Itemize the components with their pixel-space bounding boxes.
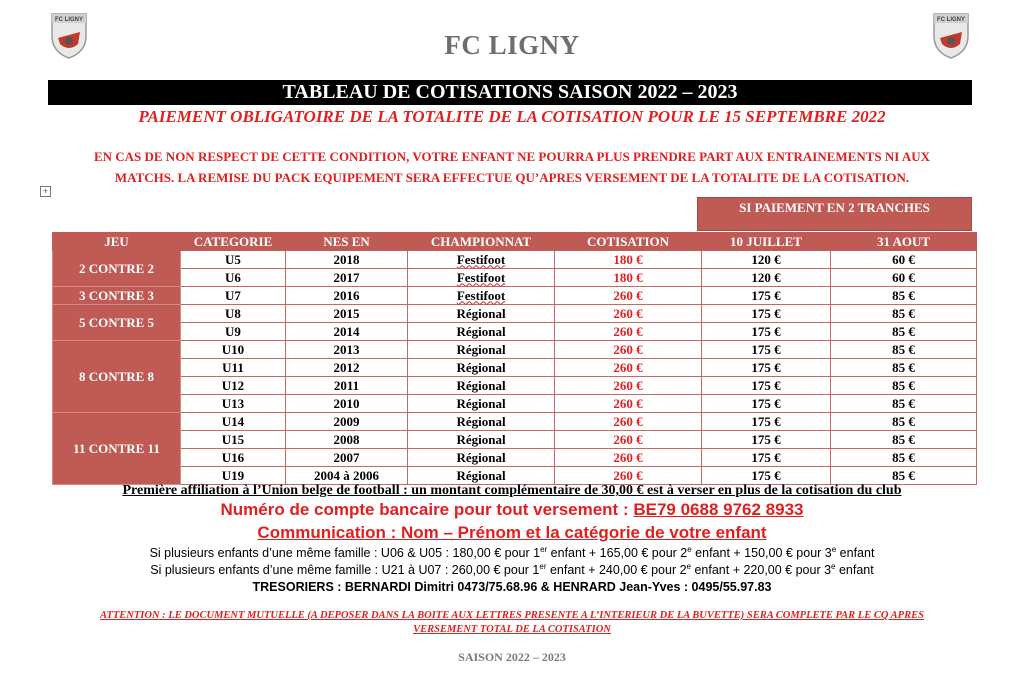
tranche1-cell: 175 €	[702, 395, 831, 413]
bank-account-number: BE79 0688 9762 8933	[633, 500, 804, 519]
cotisation-table	[52, 232, 977, 485]
col-header-31-aout: 31 AOUT	[831, 233, 977, 251]
jeu-cell: 5 CONTRE 5	[53, 305, 181, 341]
table-row	[53, 377, 977, 395]
cotisation-cell: 260 €	[555, 359, 702, 377]
affiliation-note: Première affiliation à l’Union belge de football : un montant complémentaire de 30,00 € est à verser en plus de la cotisation du club	[122, 483, 902, 498]
table-row	[53, 269, 977, 287]
family-discount-line-2: Si plusieurs enfants d’une même famille : U21 à U07 : 260,00 € pour 1er enfant + 240,00 € pour 2e enfant + 220,00 € pour 3e enfant	[150, 562, 874, 578]
attention-line-2: VERSEMENT TOTAL DE LA COTISATION	[413, 624, 611, 635]
col-header-championnat: CHAMPIONNAT	[408, 233, 555, 251]
nes-en-cell: 2012	[286, 359, 408, 377]
nes-en-cell: 2015	[286, 305, 408, 323]
tranche2-cell: 85 €	[831, 467, 977, 485]
table-row	[53, 341, 977, 359]
tranche1-cell: 120 €	[702, 269, 831, 287]
bank-account-label: Numéro de compte bancaire pour tout versement :	[220, 500, 634, 519]
col-header-categorie: CATEGORIE	[181, 233, 286, 251]
col-header-nes-en: NES EN	[286, 233, 408, 251]
attention-note	[70, 609, 954, 637]
tranche1-cell: 175 €	[702, 323, 831, 341]
nes-en-cell: 2004 à 2006	[286, 467, 408, 485]
col-header-jeu: JEU	[53, 233, 181, 251]
payment-notice: PAIEMENT OBLIGATOIRE DE LA TOTALITE DE LA COTISATION POUR LE 15 SEPTEMBRE 2022	[138, 107, 886, 126]
championnat-cell: Régional	[408, 305, 555, 323]
club-title: FC LIGNY	[444, 30, 580, 60]
categorie-cell: U19	[181, 467, 286, 485]
championnat-cell: Régional	[408, 449, 555, 467]
cotisation-cell: 260 €	[555, 323, 702, 341]
tranche2-cell: 60 €	[831, 251, 977, 269]
tranche2-cell: 85 €	[831, 359, 977, 377]
jeu-cell: 3 CONTRE 3	[53, 287, 181, 305]
jeu-cell: 11 CONTRE 11	[53, 413, 181, 485]
nes-en-cell: 2010	[286, 395, 408, 413]
categorie-cell: U8	[181, 305, 286, 323]
communication-line: Communication : Nom – Prénom et la catégorie de votre enfant	[257, 523, 767, 542]
nes-en-cell: 2014	[286, 323, 408, 341]
nes-en-cell: 2008	[286, 431, 408, 449]
tranche2-cell: 85 €	[831, 341, 977, 359]
categorie-cell: U14	[181, 413, 286, 431]
family-discount-line-1: Si plusieurs enfants d’une même famille : U06 & U05 : 180,00 € pour 1er enfant + 165,00 € pour 2e enfant + 150,00 € pour 3e enfant	[149, 545, 875, 561]
categorie-cell: U5	[181, 251, 286, 269]
nes-en-cell: 2016	[286, 287, 408, 305]
tranche2-cell: 85 €	[831, 305, 977, 323]
cotisation-cell: 260 €	[555, 305, 702, 323]
tranche2-cell: 85 €	[831, 377, 977, 395]
nes-en-cell: 2009	[286, 413, 408, 431]
bank-account-line	[0, 500, 1024, 520]
attention-line-1: ATTENTION : LE DOCUMENT MUTUELLE (A DEPOSER DANS LA BOITE AUX LETTRES PRESENTE A L’INTERIEUR DE LA BUVETTE) SERA COMPLETE PAR LE CQ APRES	[100, 610, 924, 621]
tranche2-cell: 85 €	[831, 395, 977, 413]
categorie-cell: U16	[181, 449, 286, 467]
table-row	[53, 359, 977, 377]
tranche2-cell: 60 €	[831, 269, 977, 287]
tranche1-cell: 175 €	[702, 431, 831, 449]
cotisation-cell: 260 €	[555, 377, 702, 395]
nes-en-cell: 2011	[286, 377, 408, 395]
tranche1-cell: 175 €	[702, 341, 831, 359]
categorie-cell: U9	[181, 323, 286, 341]
table-row	[53, 413, 977, 431]
tranches-header: SI PAIEMENT EN 2 TRANCHES	[697, 197, 972, 231]
cotisation-cell: 260 €	[555, 395, 702, 413]
warning-line-1: EN CAS DE NON RESPECT DE CETTE CONDITION, VOTRE ENFANT NE POURRA PLUS PRENDRE PART AUX ENTRAINEMENTS NI AUX	[93, 149, 931, 164]
championnat-cell: Festifoot	[408, 269, 555, 287]
championnat-cell: Régional	[408, 341, 555, 359]
championnat-cell: Festifoot	[408, 287, 555, 305]
table-row	[53, 287, 977, 305]
col-header-cotisation: COTISATION	[555, 233, 702, 251]
jeu-cell: 8 CONTRE 8	[53, 341, 181, 413]
championnat-cell: Régional	[408, 431, 555, 449]
table-header-row	[53, 233, 977, 251]
tranche1-cell: 175 €	[702, 413, 831, 431]
svg-text:FC LIGNY: FC LIGNY	[55, 17, 83, 23]
categorie-cell: U13	[181, 395, 286, 413]
championnat-cell: Régional	[408, 395, 555, 413]
table-row	[53, 467, 977, 485]
tranche2-cell: 85 €	[831, 323, 977, 341]
tranche1-cell: 175 €	[702, 377, 831, 395]
nes-en-cell: 2007	[286, 449, 408, 467]
table-row	[53, 251, 977, 269]
table-move-handle-icon[interactable]: +	[40, 186, 51, 197]
categorie-cell: U11	[181, 359, 286, 377]
cotisation-cell: 260 €	[555, 467, 702, 485]
footer-season: SAISON 2022 – 2023	[458, 650, 566, 664]
tranche1-cell: 120 €	[702, 251, 831, 269]
championnat-cell: Régional	[408, 413, 555, 431]
treasurers-line: TRESORIERS : BERNARDI Dimitri 0473/75.68.96 & HENRARD Jean-Yves : 0495/55.97.83	[252, 580, 772, 594]
categorie-cell: U15	[181, 431, 286, 449]
table-row	[53, 305, 977, 323]
cotisation-cell: 180 €	[555, 251, 702, 269]
table-row	[53, 323, 977, 341]
tranche2-cell: 85 €	[831, 287, 977, 305]
cotisation-cell: 180 €	[555, 269, 702, 287]
categorie-cell: U12	[181, 377, 286, 395]
warning-text	[70, 146, 954, 188]
tranche2-cell: 85 €	[831, 449, 977, 467]
categorie-cell: U7	[181, 287, 286, 305]
cotisation-cell: 260 €	[555, 431, 702, 449]
nes-en-cell: 2017	[286, 269, 408, 287]
championnat-cell: Régional	[408, 467, 555, 485]
championnat-cell: Régional	[408, 377, 555, 395]
svg-text:FC LIGNY: FC LIGNY	[937, 17, 965, 23]
col-header-10-juillet: 10 JUILLET	[702, 233, 831, 251]
nes-en-cell: 2018	[286, 251, 408, 269]
table-row	[53, 449, 977, 467]
tranche1-cell: 175 €	[702, 287, 831, 305]
tranche2-cell: 85 €	[831, 431, 977, 449]
nes-en-cell: 2013	[286, 341, 408, 359]
cotisation-cell: 260 €	[555, 287, 702, 305]
tranche1-cell: 175 €	[702, 305, 831, 323]
warning-line-2: MATCHS. LA REMISE DU PACK EQUIPEMENT SERA EFFECTUE QU’APRES VERSEMENT DE LA TOTALITE DE LA COTISATION.	[114, 170, 910, 185]
cotisation-cell: 260 €	[555, 449, 702, 467]
championnat-cell: Régional	[408, 359, 555, 377]
cotisation-cell: 260 €	[555, 341, 702, 359]
tranche1-cell: 175 €	[702, 467, 831, 485]
table-row	[53, 431, 977, 449]
tranche1-cell: 175 €	[702, 359, 831, 377]
table-row	[53, 395, 977, 413]
jeu-cell: 2 CONTRE 2	[53, 251, 181, 287]
categorie-cell: U10	[181, 341, 286, 359]
championnat-cell: Régional	[408, 323, 555, 341]
table-title-bar: TABLEAU DE COTISATIONS SAISON 2022 – 2023	[48, 80, 972, 105]
cotisation-cell: 260 €	[555, 413, 702, 431]
tranche2-cell: 85 €	[831, 413, 977, 431]
championnat-cell: Festifoot	[408, 251, 555, 269]
categorie-cell: U6	[181, 269, 286, 287]
tranche1-cell: 175 €	[702, 449, 831, 467]
